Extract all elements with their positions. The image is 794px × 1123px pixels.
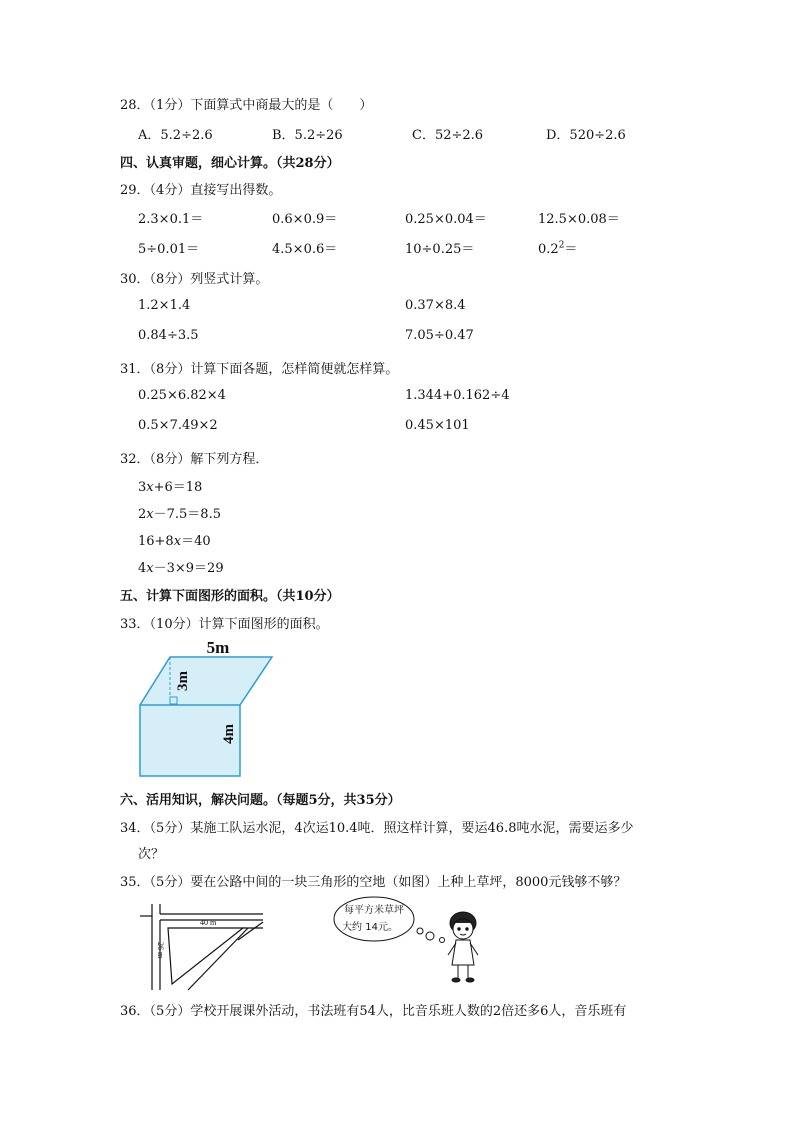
bubble-line-1: 每平方米草坪: [344, 905, 404, 916]
q29-item: 10÷0.25＝: [405, 242, 475, 257]
q30-item: 0.84÷3.5: [138, 328, 199, 343]
q29-item: 0.25×0.04＝: [405, 212, 487, 227]
q28-option-b: B．5.2÷26: [272, 128, 343, 143]
road-side-label: 26 m: [156, 942, 165, 959]
q29-item-square: [538, 238, 577, 257]
q33-stem: 33．（10分）计算下面图形的面积。: [120, 617, 329, 632]
q28-option-d: D．520÷2.6: [546, 128, 626, 143]
square-exponent: 2: [558, 240, 565, 251]
q29-item: 0.6×0.9＝: [272, 212, 338, 227]
q28-option-a: A．5.2÷2.6: [138, 128, 213, 143]
q31-item: 0.5×7.49×2: [138, 418, 218, 433]
q29-stem: 29．（4分）直接写出得数。: [120, 183, 282, 198]
thought-dot: [440, 938, 445, 943]
q29-item: 5÷0.01＝: [138, 242, 200, 257]
q30-item: 0.37×8.4: [405, 298, 466, 313]
q31-item: 0.25×6.82×4: [138, 388, 226, 403]
bubble-line-2: 大约 14元。: [342, 922, 398, 933]
variable-x: x: [146, 561, 154, 576]
q32-equation: 3x+6＝18: [138, 480, 203, 495]
q32-stem: 32．（8分）解下列方程．: [120, 452, 269, 467]
q35-speech-figure: [330, 893, 490, 988]
equals-sign: ＝: [564, 242, 578, 257]
q33-figure: [130, 633, 290, 783]
q28-stem: 28．（1分）下面算式中商最大的是（ ）: [120, 98, 373, 113]
q30-item: 7.05÷0.47: [405, 328, 474, 343]
road-top-label: 40 m: [200, 918, 217, 927]
q31-stem: 31．（8分）计算下面各题，怎样简便就怎样算。: [120, 362, 399, 377]
q30-stem: 30．（8分）列竖式计算。: [120, 272, 269, 287]
q32-equation: 4x－3×9＝29: [138, 561, 224, 576]
side-length-label: 4m: [221, 724, 237, 744]
q36-line-1: 36．（5分）学校开展课外活动，书法班有54人，比音乐班人数的2倍还多6人，音乐班有: [120, 1004, 627, 1019]
q28-option-c: C．52÷2.6: [412, 128, 484, 143]
composite-shape: [140, 657, 272, 776]
section-6-heading: 六、活用知识，解决问题。（每题5分，共35分）: [120, 793, 401, 808]
speech-bubble: [334, 897, 414, 941]
height-label: 3m: [175, 671, 191, 691]
q34-line-1: 34．（5分）某施工队运水泥，4次运10.4吨．照这样计算，要运46.8吨水泥，需要运多少: [120, 821, 634, 836]
section-5-heading: 五、计算下面图形的面积。（共10分）: [120, 589, 340, 604]
q32-equation: 16+8x＝40: [138, 534, 211, 549]
variable-x: x: [173, 534, 182, 549]
q29-item: 12.5×0.08＝: [538, 212, 620, 227]
thought-dot: [417, 928, 423, 934]
q35-stem: 35．（5分）要在公路中间的一块三角形的空地（如图）上种上草坪，8000元钱够不够？: [120, 875, 627, 890]
square-base: 0.2: [538, 242, 559, 257]
thought-dot: [426, 932, 434, 940]
q35-road-figure: [138, 900, 268, 992]
q31-item: 1.344+0.162÷4: [405, 388, 510, 403]
variable-x: x: [146, 507, 154, 522]
q29-item: 4.5×0.6＝: [272, 242, 338, 257]
q29-item: 2.3×0.1＝: [138, 212, 204, 227]
q31-item: 0.45×101: [405, 418, 470, 433]
q32-equation: 2x－7.5＝8.5: [138, 507, 221, 522]
top-length-label: 5m: [206, 638, 230, 657]
q34-line-2: 次？: [138, 847, 165, 862]
section-4-heading: 四、认真审题，细心计算。（共28分）: [120, 156, 340, 171]
q30-item: 1.2×1.4: [138, 298, 191, 313]
variable-x: x: [146, 480, 154, 495]
girl-illustration: [448, 912, 478, 982]
